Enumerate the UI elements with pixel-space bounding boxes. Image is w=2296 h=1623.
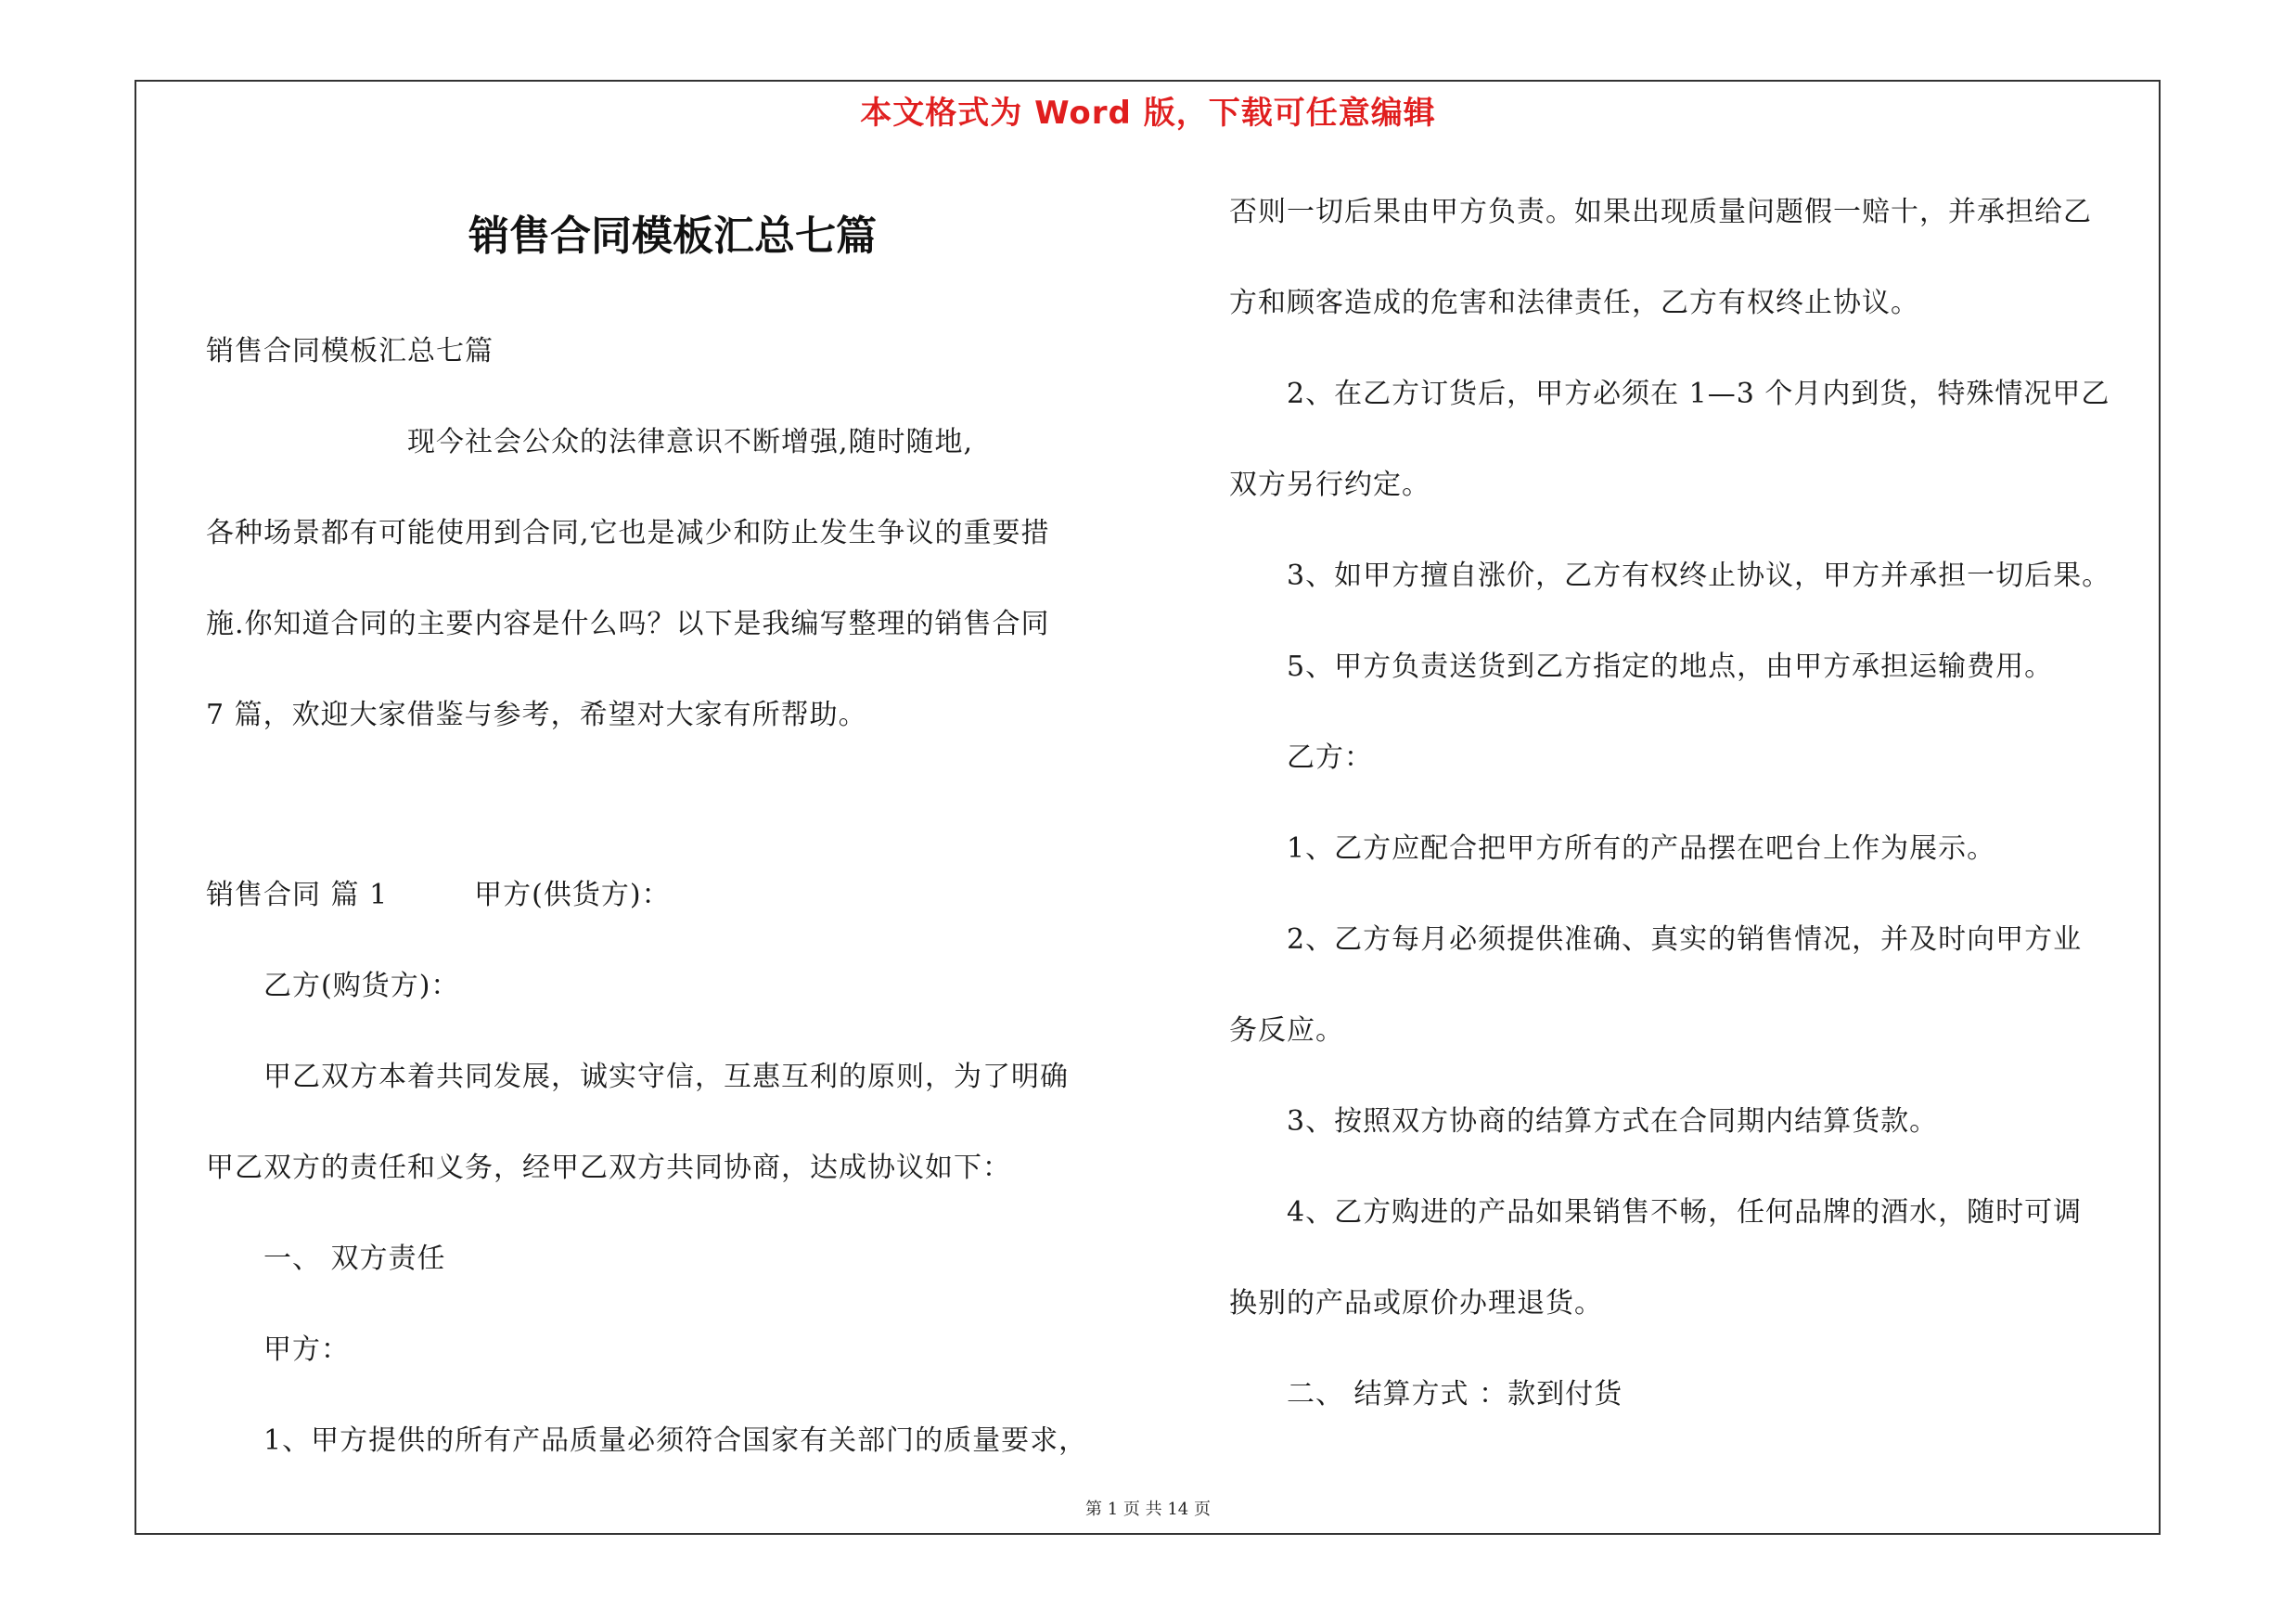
right-line: 方和顾客造成的危害和法律责任，乙方有权终止协议。 [1229,287,1919,319]
left-line: 1、甲方提供的所有产品质量必须符合国家有关部门的质量要求， [206,1424,1088,1457]
left-line: 乙方(购货方)： [206,970,460,1002]
right-line: 务反应。 [1229,1014,1344,1047]
right-line: 双方另行约定。 [1229,469,1430,501]
left-line: 现今社会公众的法律意识不断增强,随时随地, [206,426,974,458]
right-line: 4、乙方购进的产品如果销售不畅，任何品牌的酒水，随时可调 [1229,1196,2083,1229]
left-line: 销售合同 篇 1 甲方(供货方)： [206,879,671,911]
left-line: 甲方： [206,1333,350,1366]
left-line: 甲乙双方本着共同发展，诚实守信，互惠互利的原则，为了明确 [206,1061,1069,1093]
right-line: 否则一切后果由甲方负责。如果出现质量问题假一赔十，并承担给乙 [1229,196,2092,228]
right-line: 5、甲方负责送货到乙方指定的地点，由甲方承担运输费用。 [1229,650,2054,683]
left-line: 7 篇，欢迎大家借鉴与参考，希望对大家有所帮助。 [206,699,867,731]
left-line: 施.你知道合同的主要内容是什么吗？以下是我编写整理的销售合同 [206,608,1050,640]
right-line: 乙方： [1229,741,1373,774]
right-line: 2、在乙方订货后，甲方必须在 1—3 个月内到货，特殊情况甲乙 [1229,378,2110,410]
left-line: 一、 双方责任 [206,1243,446,1275]
left-line: 甲乙双方的责任和义务，经甲乙双方共同协商，达成协议如下： [206,1152,1011,1184]
right-line: 二、 结算方式 ：款到付货 [1229,1378,1623,1410]
right-line: 3、按照双方协商的结算方式在合同期内结算货款。 [1229,1105,1939,1138]
right-line: 3、如甲方擅自涨价，乙方有权终止协议，甲方并承担一切后果。 [1229,560,2111,592]
page-number-footer: 第 1 页 共 14 页 [1085,1500,1211,1519]
right-line: 1、乙方应配合把甲方所有的产品摆在吧台上作为展示。 [1229,832,1996,865]
edit-banner: 本文格式为 Word 版，下载可任意编辑 [860,95,1436,132]
left-line: 各种场景都有可能使用到合同,它也是减少和防止发生争议的重要措 [206,517,1050,549]
right-line: 换别的产品或原价办理退货。 [1229,1287,1603,1320]
document-title: 销售合同模板汇总七篇 [468,213,877,260]
right-line: 2、乙方每月必须提供准确、真实的销售情况，并及时向甲方业 [1229,923,2083,956]
left-line: 销售合同模板汇总七篇 [206,335,494,367]
